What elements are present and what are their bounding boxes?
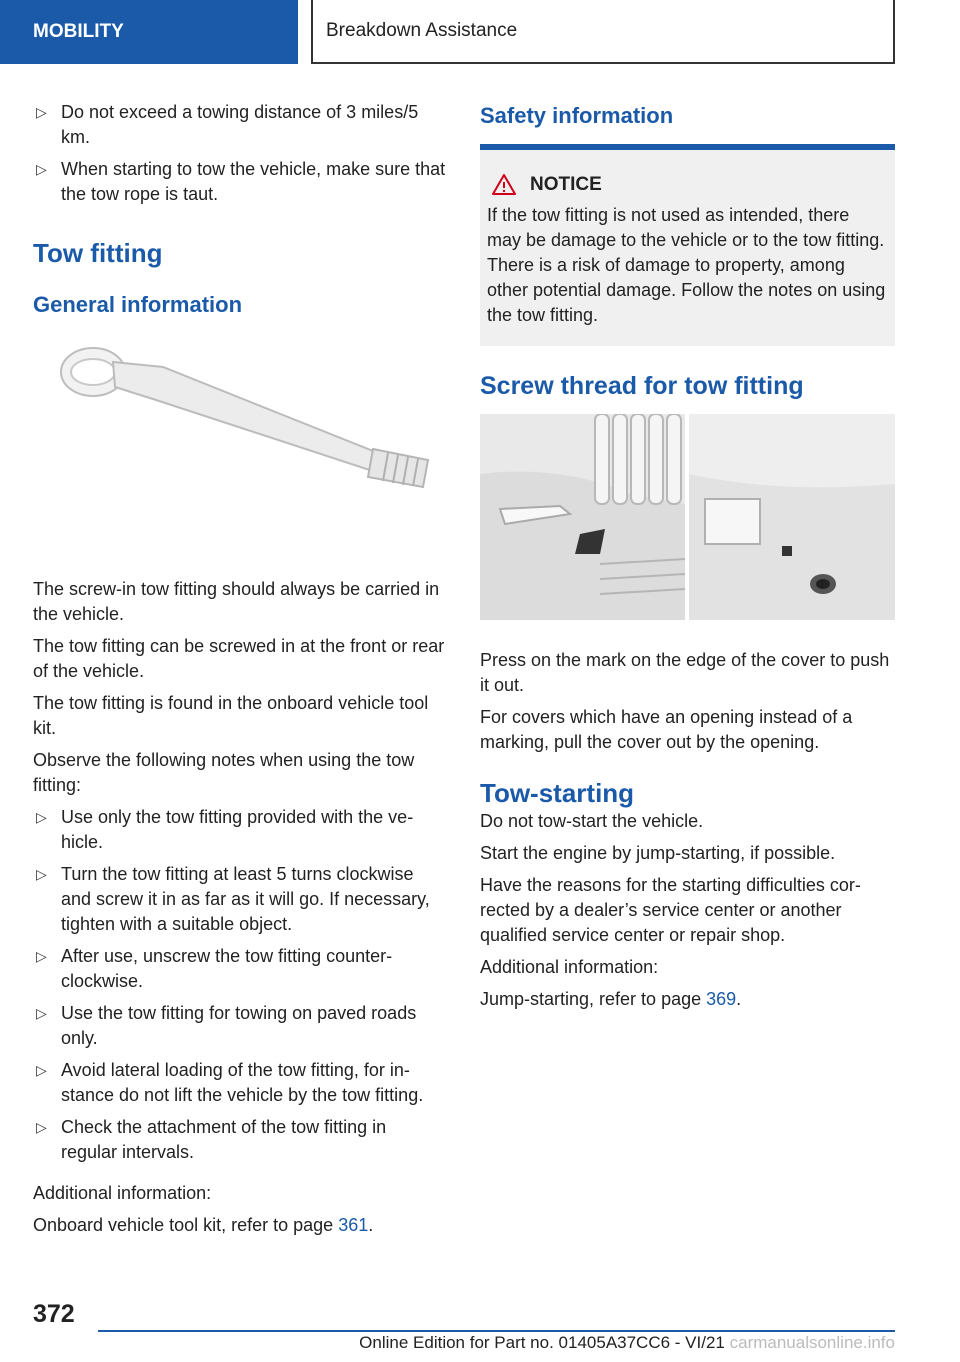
tool-kit-reference: Onboard vehicle tool kit, refer to page 361. <box>33 1215 374 1235</box>
paragraph: Press on the mark on the edge of the cover to push it out. <box>480 650 890 695</box>
list-item: ▷ Turn the tow fitting at least 5 turns clockwise and screw it in as far as it will go. If necessary, tighten with a suitable object. <box>36 864 430 934</box>
paragraph: The tow fitting is found in the onboard vehicle tool kit. <box>33 693 429 738</box>
paragraph: Do not tow-start the vehicle. <box>480 811 704 831</box>
general-information-heading: General information <box>33 292 243 317</box>
safety-information-heading: Safety information <box>480 103 674 128</box>
notice-label: NOTICE <box>530 174 602 195</box>
section-title: Breakdown Assistance <box>326 20 518 41</box>
list-item: ▷ Check the attachment of the tow fitting in regular intervals. <box>36 1117 387 1162</box>
tow-fitting-heading: Tow fitting <box>33 238 163 268</box>
triangle-bullet-icon: ▷ <box>36 1062 47 1078</box>
list-item: ▷ Avoid lateral loading of the tow fitting, for instance do not lift the vehicle by the tow fitting. <box>36 1060 424 1105</box>
list-item: ▷ After use, unscrew the tow fitting counter-clockwise. <box>36 946 393 991</box>
list-item: ▷ Use the tow fitting for towing on paved roads only. <box>36 1003 417 1048</box>
notice-text: If the tow fitting is not used as intended, there may be damage to the vehicle or to the tow fitting. There is a risk of damage to property, among other potential damage. Follow the notes on using the tow fitting. <box>487 205 886 325</box>
intro-bullet-list <box>33 100 447 207</box>
triangle-bullet-icon: ▷ <box>36 1119 47 1135</box>
tow-starting-heading: Tow-starting <box>480 778 635 808</box>
tow-fitting-icon <box>33 327 447 577</box>
usage-bullet-list <box>33 805 447 1165</box>
paragraph: Have the reasons for the starting difficulties corrected by a dealer’s service center or another qualified service center or repair shop. <box>480 875 861 945</box>
paragraph: Additional information: <box>480 957 659 977</box>
tow-fitting-image <box>33 327 447 577</box>
watermark: carmanualsonline.info <box>729 1333 895 1352</box>
bumper-cover-illustration <box>480 414 895 620</box>
section-tab <box>311 0 895 64</box>
chapter-label: MOBILITY <box>33 21 124 42</box>
paragraph: Start the engine by jump-starting, if possible. <box>480 843 836 863</box>
footer-edition: Online Edition for Part no. 01405A37CC6 - VI/21 carmanualsonline.info <box>359 1333 895 1352</box>
list-item: ▷ Do not exceed a towing distance of 3 miles/5 km. <box>36 102 419 147</box>
paragraph: The screw-in tow fitting should always be carried in the vehicle. <box>33 579 440 624</box>
page-link-369[interactable]: 369 <box>706 989 737 1009</box>
right-column <box>480 100 894 1019</box>
page-link-361[interactable]: 361 <box>338 1215 369 1235</box>
list-item: ▷ Use only the tow fitting provided with the vehicle. <box>36 807 414 852</box>
triangle-bullet-icon: ▷ <box>36 866 47 882</box>
chapter-tab <box>0 0 298 64</box>
paragraph: Observe the following notes when using the tow fitting: <box>33 750 415 795</box>
notice-header <box>487 172 888 197</box>
triangle-bullet-icon: ▷ <box>36 948 47 964</box>
warning-icon <box>492 174 516 195</box>
triangle-bullet-icon: ▷ <box>36 809 47 825</box>
jump-starting-reference: Jump-starting, refer to page 369. <box>480 989 742 1009</box>
triangle-bullet-icon: ▷ <box>36 161 47 177</box>
notice-box <box>480 144 895 346</box>
footer-rule <box>98 1330 895 1332</box>
screw-thread-image <box>480 414 895 620</box>
page-number: 372 <box>33 1300 75 1328</box>
additional-info-label: Additional information: <box>33 1183 212 1203</box>
left-column <box>33 100 447 1245</box>
paragraph: For covers which have an opening instead of a marking, pull the cover out by the opening. <box>480 707 853 752</box>
triangle-bullet-icon: ▷ <box>36 1005 47 1021</box>
screw-thread-heading: Screw thread for tow fitting <box>480 372 804 400</box>
paragraph: The tow fitting can be screwed in at the front or rear of the vehicle. <box>33 636 445 681</box>
triangle-bullet-icon: ▷ <box>36 104 47 120</box>
list-item: ▷ When starting to tow the vehicle, make sure that the tow rope is taut. <box>36 159 446 204</box>
